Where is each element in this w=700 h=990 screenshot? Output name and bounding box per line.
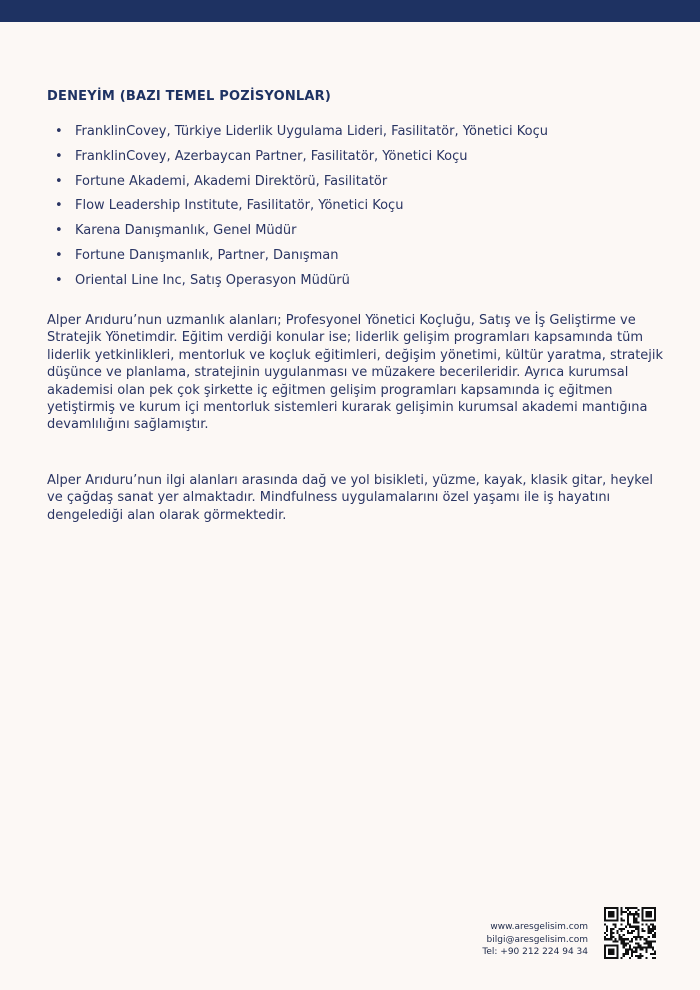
bullet-icon: • (55, 148, 63, 164)
bullet-icon: • (55, 198, 63, 214)
position-text: Flow Leadership Institute, Fasilitatör, Yönetici Koçu (75, 198, 404, 214)
list-item (55, 271, 548, 296)
list-item (55, 221, 548, 246)
list-item (55, 246, 548, 271)
list-item (55, 196, 548, 221)
bullet-icon: • (55, 247, 63, 263)
email-link[interactable]: bilgi@aresgelisim.com (486, 934, 588, 945)
list-item (55, 147, 548, 172)
contact-block (482, 921, 588, 959)
phone-text: Tel: +90 212 224 94 34 (482, 947, 588, 957)
bullet-icon: • (55, 272, 63, 288)
bullet-icon: • (55, 223, 63, 239)
section-title: DENEYİM (BAZI TEMEL POZİSYONLAR) (47, 89, 332, 104)
expertise-paragraph: Alper Arıduru’nun uzmanlık alanları; Profesyonel Yönetici Koçluğu, Satış ve İş Geliştirme ve Stratejik Yönetimdir. Eğitim verdiği konular ise; liderlik gelişim programları kapsamında tüm liderlik yetkinlikleri, mentorluk ve koçluk eğitimleri, değişim yönetimi, kültür yaratma, stratejik düşünce ve planlama, stratejinin uygulanması ve müzakere becerileridir. Ayrıca kurumsal akademisi olan pek çok şirkette iç eğitmen gelişim programları kapsamında iç eğitmen yetiştirmiş ve kurum içi mentorluk sistemleri kurarak gelişimin kurumsal akademi mantığına devamlılığını sağlamıştır. (47, 313, 664, 433)
bullet-icon: • (55, 124, 63, 139)
interests-paragraph: Alper Arıduru’nun ilgi alanları arasında dağ ve yol bisikleti, yüzme, kayak, klasik gitar, heykel ve çağdaş sanat yer almaktadır. Mindfulness uygulamalarını özel yaşamı ile iş hayatını dengelediği alan olarak görmektedir. (47, 473, 653, 523)
position-text: FranklinCovey, Türkiye Liderlik Uygulama Lideri, Fasilitatör, Yönetici Koçu (75, 124, 548, 139)
position-text: Oriental Line Inc, Satış Operasyon Müdürü (75, 272, 350, 288)
position-text: Fortune Danışmanlık, Partner, Danışman (75, 247, 339, 263)
position-text: Karena Danışmanlık, Genel Müdür (75, 223, 297, 239)
website-link[interactable]: www.aresgelisim.com (490, 922, 588, 932)
top-bar (0, 0, 700, 22)
positions-list (55, 122, 548, 296)
bullet-icon: • (55, 173, 63, 189)
list-item (55, 122, 548, 147)
list-item (55, 172, 548, 197)
qr-code-icon (604, 907, 656, 959)
position-text: Fortune Akademi, Akademi Direktörü, Fasilitatör (75, 173, 388, 189)
position-text: FranklinCovey, Azerbaycan Partner, Fasilitatör, Yönetici Koçu (75, 148, 468, 164)
